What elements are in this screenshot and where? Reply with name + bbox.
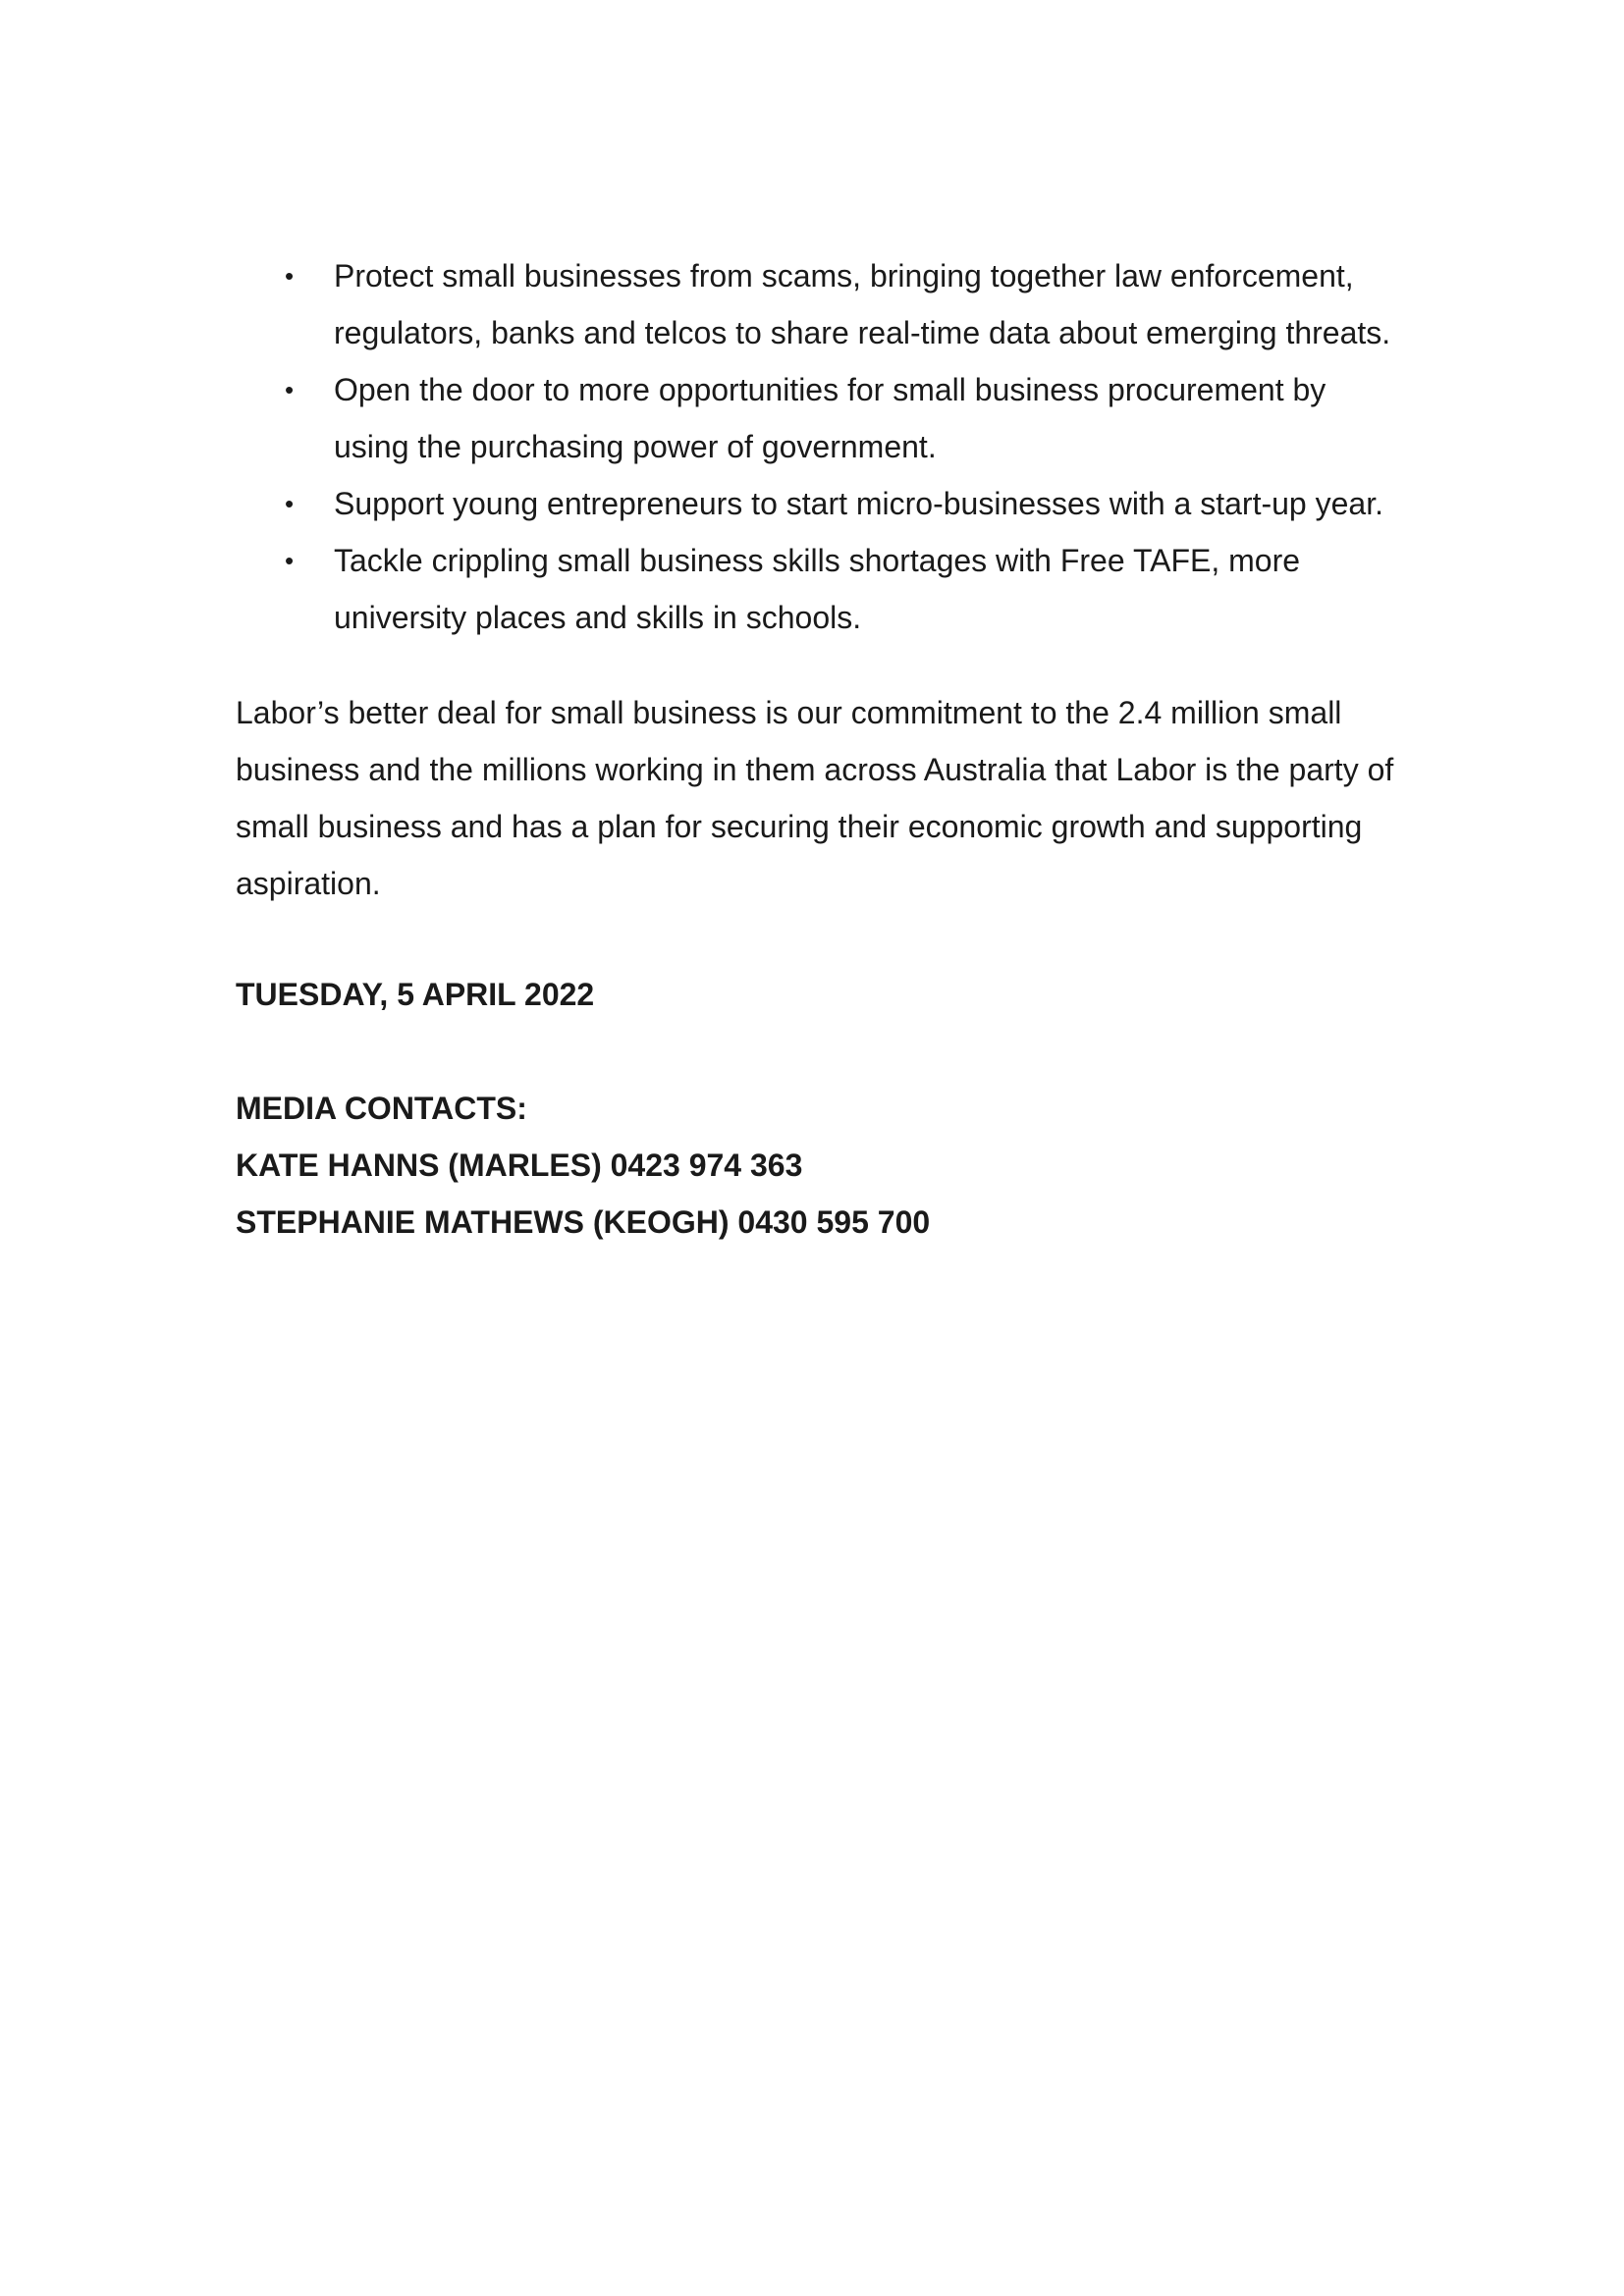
bullet-text: Tackle crippling small business skills shortages with Free TAFE, more university places and skills in schools. xyxy=(334,543,1301,635)
media-contacts-heading: MEDIA CONTACTS: xyxy=(236,1091,527,1126)
media-contacts xyxy=(236,1080,1404,1251)
bullet-dot-icon: • xyxy=(285,375,295,404)
bullet-dot-icon: • xyxy=(285,489,295,518)
bullet-text: Open the door to more opportunities for small business procurement by using the purchasing power of government. xyxy=(334,372,1326,464)
bullet-list xyxy=(236,247,1404,646)
page-content xyxy=(236,247,1404,1251)
bullet-dot-icon: • xyxy=(285,546,295,575)
media-contact: KATE HANNS (MARLES) 0423 974 363 xyxy=(236,1148,803,1183)
bullet-text: Protect small businesses from scams, bringing together law enforcement, regulators, banks and telcos to share real-time data about emerging threats. xyxy=(334,258,1391,350)
bullet-item xyxy=(236,532,1404,646)
media-contact: STEPHANIE MATHEWS (KEOGH) 0430 595 700 xyxy=(236,1204,931,1240)
bullet-item xyxy=(236,247,1404,361)
bullet-text: Support young entrepreneurs to start micro-businesses with a start-up year. xyxy=(334,486,1383,521)
bullet-dot-icon: • xyxy=(285,261,295,291)
bullet-item xyxy=(236,361,1404,475)
bullet-item xyxy=(236,475,1404,532)
body-paragraph: Labor’s better deal for small business is our commitment to the 2.4 million small business and the millions working in them across Australia that Labor is the party of small business and has a plan for securing their economic growth and supporting aspiration. xyxy=(236,695,1394,901)
release-date: TUESDAY, 5 APRIL 2022 xyxy=(236,977,595,1012)
